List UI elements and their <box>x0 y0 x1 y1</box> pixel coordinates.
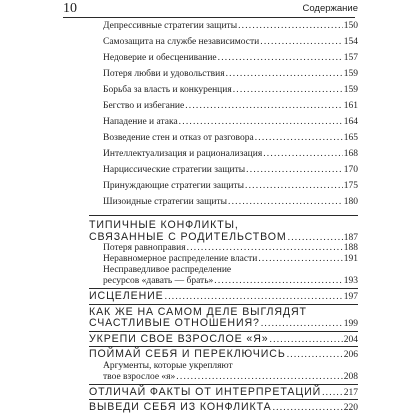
toc-entry <box>103 372 358 383</box>
toc-entry <box>103 68 358 80</box>
toc-entry <box>103 116 358 128</box>
chapter-entry <box>89 318 358 331</box>
leader-dots <box>233 84 343 96</box>
chapter-title: ОТЛИЧАЙ ФАКТЫ ОТ ИНТЕРПРЕТАЦИЙ <box>89 385 322 398</box>
toc-entry-title: Борьба за власть и конкуренция <box>103 85 232 95</box>
chapter-page: 206 <box>343 350 358 360</box>
leader-dots <box>176 372 342 383</box>
toc-entry <box>103 276 358 287</box>
toc-entry <box>103 20 358 32</box>
chapter-entry <box>89 402 358 415</box>
leader-dots <box>226 68 343 80</box>
toc-entry-page: 159 <box>343 69 358 79</box>
chapter-page: 187 <box>343 232 358 243</box>
chapter-page: 217 <box>343 387 358 398</box>
toc-entry <box>103 36 358 48</box>
section-divider <box>89 215 358 216</box>
leader-dots <box>287 350 343 362</box>
toc-entry-title: Недоверие и обесценивание <box>103 53 217 63</box>
chapter-title-line: КАК ЖЕ НА САМОМ ДЕЛЕ ВЫГЛЯДЯТ <box>89 305 307 318</box>
chapter-page: 197 <box>343 292 358 302</box>
leader-dots <box>270 335 343 347</box>
chapter-title: СВЯЗАННЫЕ С РОДИТЕЛЬСТВОМ <box>89 230 287 243</box>
toc-entry-title: Шизоидные стратегии защиты <box>103 197 228 207</box>
leader-dots <box>165 292 343 304</box>
toc-entry-title: Интеллектуализация и рационализация <box>103 149 263 159</box>
leader-dots <box>273 403 343 415</box>
toc-entry-title: Неравномерное распределение власти <box>103 254 258 264</box>
toc-entry-page: 159 <box>343 85 358 95</box>
toc-entry <box>103 243 358 254</box>
chapter-title: ВЫВЕДИ СЕБЯ ИЗ КОНФЛИКТА <box>89 401 272 413</box>
toc-entry <box>103 180 358 192</box>
leader-dots <box>260 36 343 48</box>
toc-entry-title: Самозащита на службе независимости <box>103 37 260 47</box>
toc-entry-title: Депрессивные стратегии защиты <box>103 21 238 31</box>
chapter-entry <box>89 291 358 304</box>
toc-entry-page: 150 <box>343 21 358 31</box>
toc-entry-title: Нападение и атака <box>103 117 178 127</box>
toc-entry-title: Принуждающие стратегии защиты <box>103 181 245 191</box>
toc-entry-page: 161 <box>343 101 358 111</box>
running-head: Содержание <box>302 3 358 14</box>
toc-entry-title: Потеря любви и удовольствия <box>103 69 225 79</box>
toc-entry <box>103 52 358 64</box>
chapter-title: СЧАСТЛИВЫЕ ОТНОШЕНИЯ? <box>89 317 260 329</box>
toc-entry-page: 168 <box>343 149 358 159</box>
leader-dots <box>238 20 343 32</box>
chapter-title-line: ТИПИЧНЫЕ КОНФЛИКТЫ, <box>89 219 239 231</box>
toc-entry-page: 154 <box>343 37 358 47</box>
leader-dots <box>322 388 343 400</box>
toc-entry-title: Бегство и избегание <box>103 101 185 111</box>
leader-dots <box>214 276 342 287</box>
toc-entry-title-line: Аргументы, которые укрепляют <box>103 360 233 371</box>
toc-entry-title: Потеря равноправия <box>103 243 186 253</box>
toc-entry-page: 165 <box>343 133 358 143</box>
toc-entry-page: 180 <box>343 197 358 207</box>
header-rule <box>63 17 355 18</box>
chapter-title: ПОЙМАЙ СЕБЯ И ПЕРЕКЛЮЧИСЬ <box>89 348 286 360</box>
chapter-title: ИСЦЕЛЕНИЕ <box>89 290 164 302</box>
toc-entry-title: ресурсов «давать — брать» <box>103 276 214 286</box>
toc-entry-title: Нарциссические стратегии защиты <box>103 165 246 175</box>
section-divider <box>89 288 358 289</box>
toc-entry-page: 164 <box>343 117 358 127</box>
toc-entry-page: 175 <box>343 181 358 191</box>
toc-entry-title: твое взрослое «я» <box>103 371 176 382</box>
leader-dots <box>187 243 343 254</box>
toc-entry-page: 157 <box>343 53 358 63</box>
toc-entry-page: 208 <box>343 371 358 382</box>
toc-entry <box>103 164 358 176</box>
chapter-page: 204 <box>343 334 358 345</box>
chapter-page: 220 <box>343 403 358 413</box>
toc-entry <box>103 196 358 208</box>
section-divider <box>89 304 358 305</box>
chapter-page: 199 <box>343 319 358 329</box>
toc-entry-page: 188 <box>343 243 358 253</box>
leader-dots <box>258 254 342 265</box>
toc-entry-title: Возведение стен и отказ от разговора <box>103 133 254 143</box>
section-divider <box>89 399 358 400</box>
leader-dots <box>185 100 343 112</box>
leader-dots <box>218 52 343 64</box>
toc-entry-page: 191 <box>343 254 358 264</box>
leader-dots <box>228 196 343 208</box>
leader-dots <box>261 319 343 331</box>
page-number: 10 <box>63 1 77 16</box>
chapter-title: УКРЕПИ СВОЕ ВЗРОСЛОЕ «Я» <box>89 332 269 345</box>
leader-dots <box>179 116 343 128</box>
toc-entry-page: 193 <box>343 276 358 286</box>
toc-entry-title-line: Несправедливое распределение <box>103 265 232 275</box>
leader-dots <box>245 180 343 192</box>
toc-entry-page: 170 <box>343 165 358 175</box>
section-divider <box>89 384 358 385</box>
section-divider <box>89 346 358 347</box>
toc-entry <box>103 254 358 265</box>
toc-entry <box>103 84 358 96</box>
leader-dots <box>246 164 343 176</box>
toc-entry <box>103 132 358 144</box>
toc-entry <box>103 100 358 112</box>
chapter-entry <box>89 387 358 400</box>
section-divider <box>89 331 358 332</box>
chapter-entry <box>89 334 358 347</box>
leader-dots <box>255 132 343 144</box>
leader-dots <box>263 148 343 160</box>
toc-entry <box>103 148 358 160</box>
